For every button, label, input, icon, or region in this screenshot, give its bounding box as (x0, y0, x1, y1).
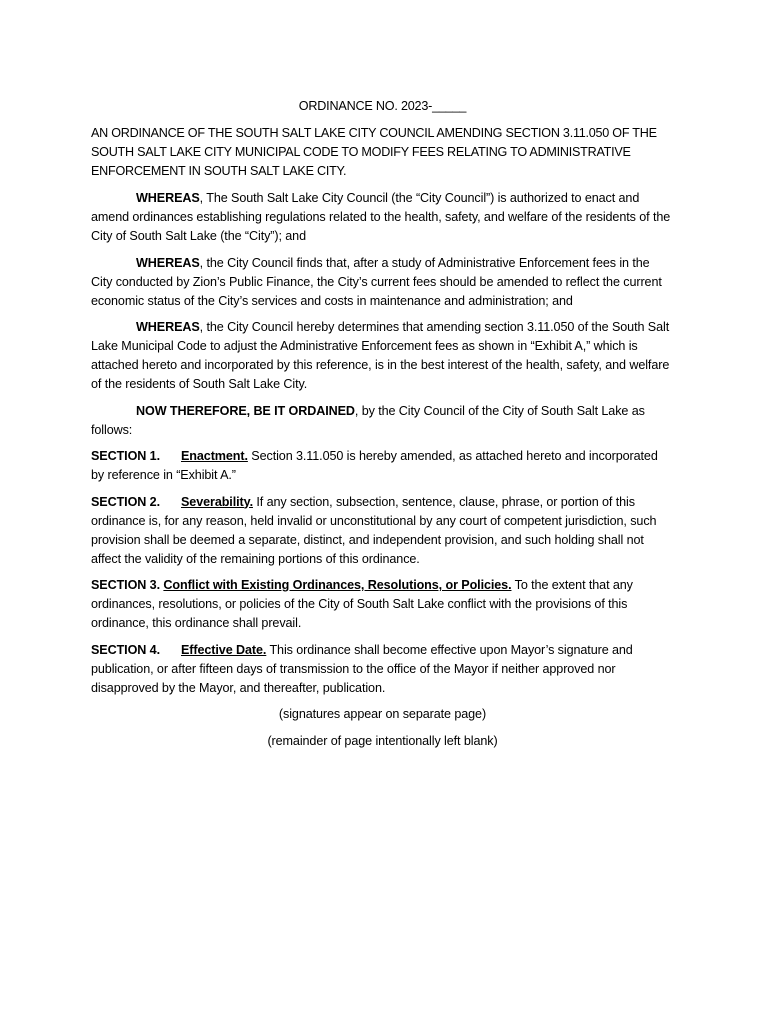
whereas-text: , The South Salt Lake City Council (the “City Council”) is authorized to enact and amend ordinances establishing regulations related to the health, safety, and welfare of the residents of the City of South Salt Lake (the “City”); and (91, 191, 671, 243)
section-2-text: If any section, subsection, sentence, clause, phrase, or portion of this ordinance is, for any reason, held invalid or unconstitutional by any court of competent jurisdiction, such provision shall be deemed a separate, distinct, and independent provision, and such holding shall not affect the validity of the remaining portions of this ordinance. (91, 494, 657, 566)
section-4-paragraph (91, 641, 674, 698)
ordinance-caption: AN ORDINANCE OF THE SOUTH SALT LAKE CITY COUNCIL AMENDING SECTION 3.11.050 OF THE SOUTH SALT LAKE CITY MUNICIPAL CODE TO MODIFY FEES RELATING TO ADMINISTRATIVE ENFORCEMENT IN SOUTH SALT LAKE CITY. (91, 126, 657, 178)
whereas-paragraph-2 (91, 254, 674, 311)
now-therefore-text: , by the City Council of the City of South Salt Lake as follows: (91, 403, 645, 437)
section-2-heading: Severability. (181, 494, 253, 509)
whereas-lead: WHEREAS (136, 255, 200, 270)
section-3-heading: Conflict with Existing Ordinances, Resolutions, or Policies. (163, 578, 512, 592)
section-4-text: This ordinance shall become effective upon Mayor’s signature and publication, or after fifteen days of transmission to the office of the Mayor if neither approved nor disapproved by the Mayor, and thereafter, publication. (91, 642, 633, 695)
section-1-paragraph (91, 447, 674, 485)
section-2-label: SECTION 2. (91, 494, 160, 509)
section-3-text: To the extent that any ordinances, resolutions, or policies of the City of South Salt Lake conflict with the provisions of this ordinance, this ordinance shall prevail. (91, 578, 633, 630)
blank-page-note: (remainder of page intentionally left blank) (267, 734, 498, 748)
section-1-text: Section 3.11.050 is hereby amended, as attached hereto and incorporated by reference in “Exhibit A.” (91, 449, 658, 482)
signatures-note: (signatures appear on separate page) (278, 707, 487, 721)
section-3-paragraph (91, 576, 674, 633)
whereas-lead: WHEREAS (136, 191, 200, 205)
whereas-paragraph-1 (91, 189, 674, 246)
section-1-heading: Enactment. (181, 449, 248, 463)
section-3-label: SECTION 3. (91, 578, 160, 592)
now-therefore-paragraph (91, 402, 674, 440)
now-therefore-lead: NOW THEREFORE, BE IT ORDAINED (136, 403, 355, 418)
whereas-text: , the City Council hereby determines that amending section 3.11.050 of the South Salt Lake Municipal Code to adjust the Administrative Enforcement fees as shown in “Exhibit A,” which is attached hereto and incorporated by this reference, is in the best interest of the health, safety, and welfare of the residents of South Salt Lake City. (91, 320, 670, 391)
ordinance-title: ORDINANCE NO. 2023-_____ (298, 99, 467, 113)
section-4-label: SECTION 4. (91, 642, 160, 657)
whereas-paragraph-3 (91, 318, 674, 394)
whereas-text: , the City Council finds that, after a study of Administrative Enforcement fees in the City conducted by Zion’s Public Finance, the City’s current fees should be amended to reflect the current economic status of the City’s services and costs in maintenance and administration; and (91, 255, 662, 308)
section-1-label: SECTION 1. (91, 449, 160, 463)
document-body (91, 97, 674, 759)
section-4-heading: Effective Date. (181, 642, 267, 657)
section-2-paragraph (91, 493, 674, 569)
whereas-lead: WHEREAS (136, 320, 200, 334)
